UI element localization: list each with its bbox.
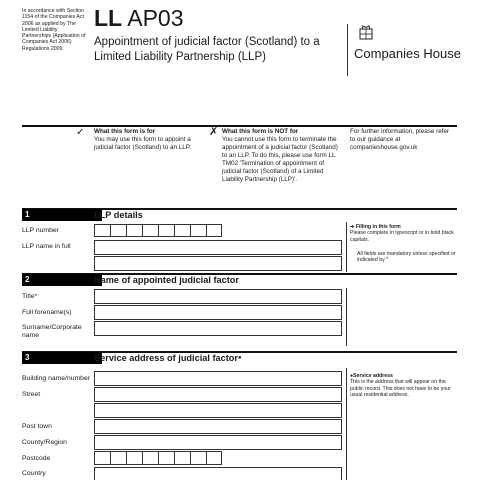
brand-name: Companies House <box>354 46 461 61</box>
form-code <box>94 5 184 31</box>
llp-number-cell[interactable] <box>126 224 142 237</box>
filling-note-heading: Filling in this form <box>355 224 401 230</box>
postcode-cell[interactable] <box>206 451 222 465</box>
county-label: County/Region <box>22 439 67 446</box>
section2-number: 2 <box>22 274 102 286</box>
postcode-label: Postcode <box>22 455 51 462</box>
country-label: Country <box>22 470 46 477</box>
postcode-cell[interactable] <box>110 451 126 465</box>
building-field[interactable] <box>94 371 342 386</box>
arrow-right-icon: ➔ <box>350 224 355 230</box>
street-label: Street <box>22 391 41 398</box>
street-field-2[interactable] <box>94 403 342 418</box>
postcode-cell[interactable] <box>126 451 142 465</box>
filling-note <box>350 224 456 243</box>
llp-name-label: LLP name in full <box>22 243 71 250</box>
llp-number-cell[interactable] <box>174 224 190 237</box>
filling-note-text: Please complete in typescript or in bold black capitals. <box>350 230 454 243</box>
crest-icon <box>358 24 374 42</box>
postcode-cell[interactable] <box>190 451 206 465</box>
llp-number-cell[interactable] <box>158 224 174 237</box>
llp-number-cell[interactable] <box>110 224 126 237</box>
header-divider <box>347 24 348 76</box>
section1-title: LLP details <box>94 210 143 220</box>
form-title: Appointment of judicial factor (Scotland) to a Limited Liability Partnership (LLP) <box>94 36 320 63</box>
llp-number-cell[interactable] <box>142 224 158 237</box>
country-field[interactable] <box>94 467 342 480</box>
section3-number: 3 <box>22 352 102 364</box>
for-text: You may use this form to appoint a judicial factor (Scotland) to an LLP. <box>94 136 191 152</box>
postcode-cell[interactable] <box>142 451 158 465</box>
postcode-cell[interactable] <box>158 451 174 465</box>
section3-note-divider <box>346 368 347 480</box>
title-field[interactable] <box>94 289 342 304</box>
info-circle-icon: ● <box>238 355 242 361</box>
llp-number-cell[interactable] <box>94 224 110 237</box>
street-field-1[interactable] <box>94 387 342 402</box>
not-for-heading: What this form is NOT for <box>222 128 299 135</box>
form-number: AP03 <box>127 5 184 31</box>
llp-name-field-2[interactable] <box>94 256 342 271</box>
service-address-note <box>350 373 456 398</box>
section1-number: 1 <box>22 209 102 221</box>
intro-top-rule <box>22 125 457 127</box>
cross-icon: ✗ <box>209 126 219 138</box>
postcode-cell[interactable] <box>94 451 110 465</box>
info-text: For further information, please refer to our guidance at companieshouse.gov.uk <box>350 128 450 152</box>
post-town-label: Post town <box>22 423 52 430</box>
not-for-text: You cannot use this form to terminate the appointment of a judicial factor (Scotland) to an LLP. To do this, please use form LL TM02 'Termination of appointment of judicial factor (Scotland) of a Limited Liability Partnership (LLP)'. <box>222 136 338 184</box>
for-heading: What this form is for <box>94 128 156 135</box>
form-prefix: LL <box>94 5 123 31</box>
post-town-field[interactable] <box>94 419 342 434</box>
info-circle-icon: ● <box>350 373 354 379</box>
llp-name-field-1[interactable] <box>94 240 342 255</box>
postcode-cell[interactable] <box>174 451 190 465</box>
title-label: Title* <box>22 293 38 300</box>
section1-note-divider <box>346 222 347 272</box>
llp-number-label: LLP number <box>22 227 59 234</box>
llp-number-cell[interactable] <box>190 224 206 237</box>
section2-title: Name of appointed judicial factor <box>94 275 239 285</box>
building-label: Building name/number <box>22 375 91 382</box>
legal-note: In accordance with Section 1154 of the Companies Act 2006 as applied by The Limited Liability Partnerships (Application of Companies Act 2006) Regulations 2009. <box>22 8 86 52</box>
surname-field[interactable] <box>94 321 342 336</box>
section2-note-divider <box>346 288 347 346</box>
forenames-label: Full forename(s) <box>22 309 72 316</box>
llp-number-cell[interactable] <box>206 224 222 237</box>
county-field[interactable] <box>94 435 342 450</box>
forenames-field[interactable] <box>94 305 342 320</box>
mandatory-note: All fields are mandatory unless specified or indicated by * <box>357 251 456 264</box>
service-note-heading: Service address <box>353 373 393 379</box>
surname-label: Surname/Corporate name <box>22 324 82 339</box>
checkmark-icon: ✓ <box>76 127 85 138</box>
section3-title-text: Service address of judicial factor <box>94 353 238 363</box>
section3-title <box>94 352 242 364</box>
service-note-text: This is the address that will appear on the public record. This does not have to be your usual residential address. <box>350 379 451 398</box>
